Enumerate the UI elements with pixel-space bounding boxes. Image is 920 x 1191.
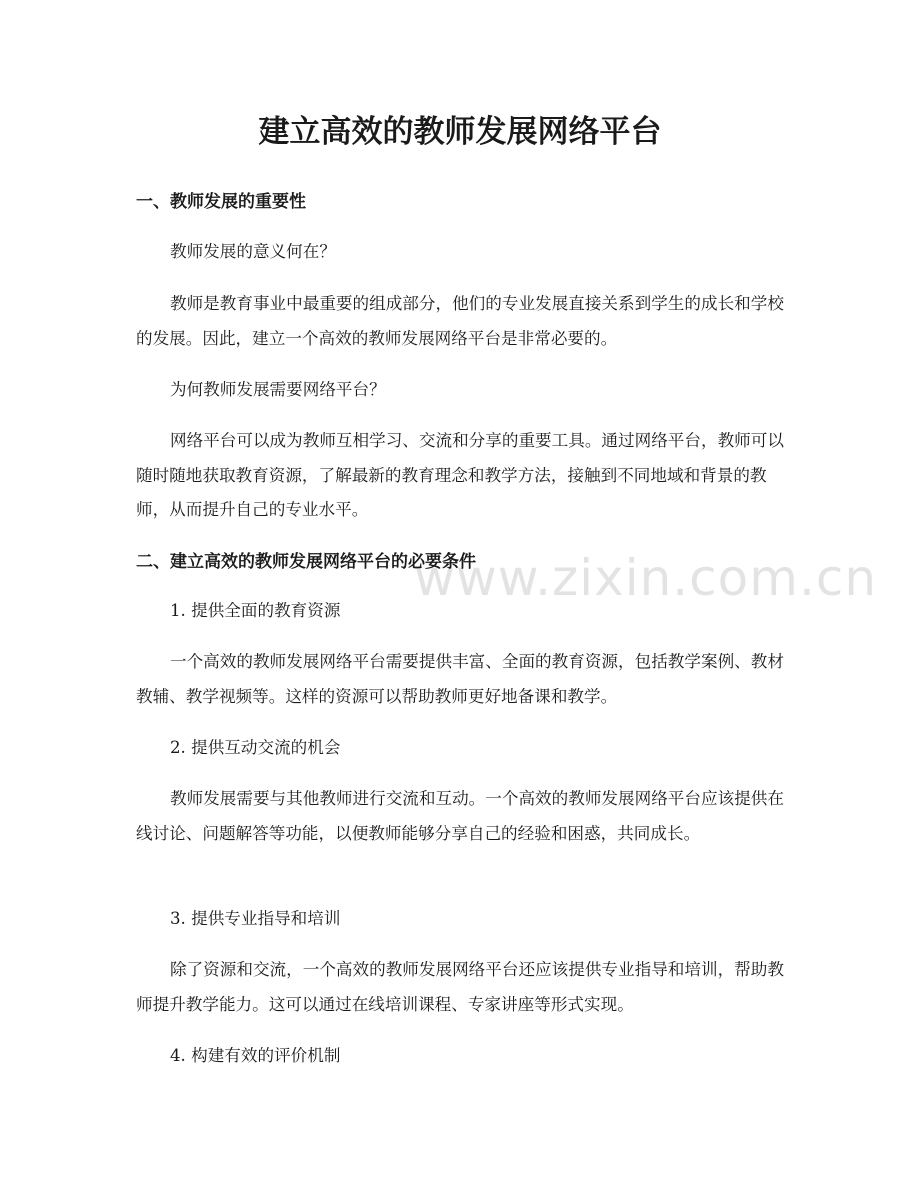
paragraph: 教师是教育事业中最重要的组成部分，他们的专业发展直接关系到学生的成长和学校的发展。因此，建立一个高效的教师发展网络平台是非常必要的。 [136, 294, 784, 348]
watermark: www.zixin.com.cn [414, 549, 878, 607]
section-heading-2: 二、建立高效的教师发展网络平台的必要条件 [136, 552, 476, 572]
paragraph: 教师发展的意义何在？ [170, 242, 336, 261]
list-item-heading: 3. 提供专业指导和培训 [170, 909, 341, 928]
paragraph: 网络平台可以成为教师互相学习、交流和分享的重要工具。通过网络平台，教师可以随时随地获取教育资源，了解最新的教育理念和教学方法，接触到不同地域和背景的教师，从而提升自己的专业水平。 [136, 431, 784, 519]
paragraph: 为何教师发展需要网络平台？ [170, 380, 386, 399]
list-item-heading: 1. 提供全面的教育资源 [170, 601, 341, 620]
document-title: 建立高效的教师发展网络平台 [258, 114, 662, 150]
list-item-heading: 2. 提供互动交流的机会 [170, 738, 341, 757]
paragraph: 除了资源和交流，一个高效的教师发展网络平台还应该提供专业指导和培训，帮助教师提升教学能力。这可以通过在线培训课程、专家讲座等形式实现。 [136, 960, 784, 1014]
section-heading-1: 一、教师发展的重要性 [136, 192, 306, 212]
paragraph: 一个高效的教师发展网络平台需要提供丰富、全面的教育资源，包括教学案例、教材教辅、教学视频等。这样的资源可以帮助教师更好地备课和教学。 [136, 652, 784, 706]
paragraph: 教师发展需要与其他教师进行交流和互动。一个高效的教师发展网络平台应该提供在线讨论、问题解答等功能，以便教师能够分享自己的经验和困惑，共同成长。 [136, 789, 784, 843]
list-item-heading: 4. 构建有效的评价机制 [170, 1046, 341, 1065]
